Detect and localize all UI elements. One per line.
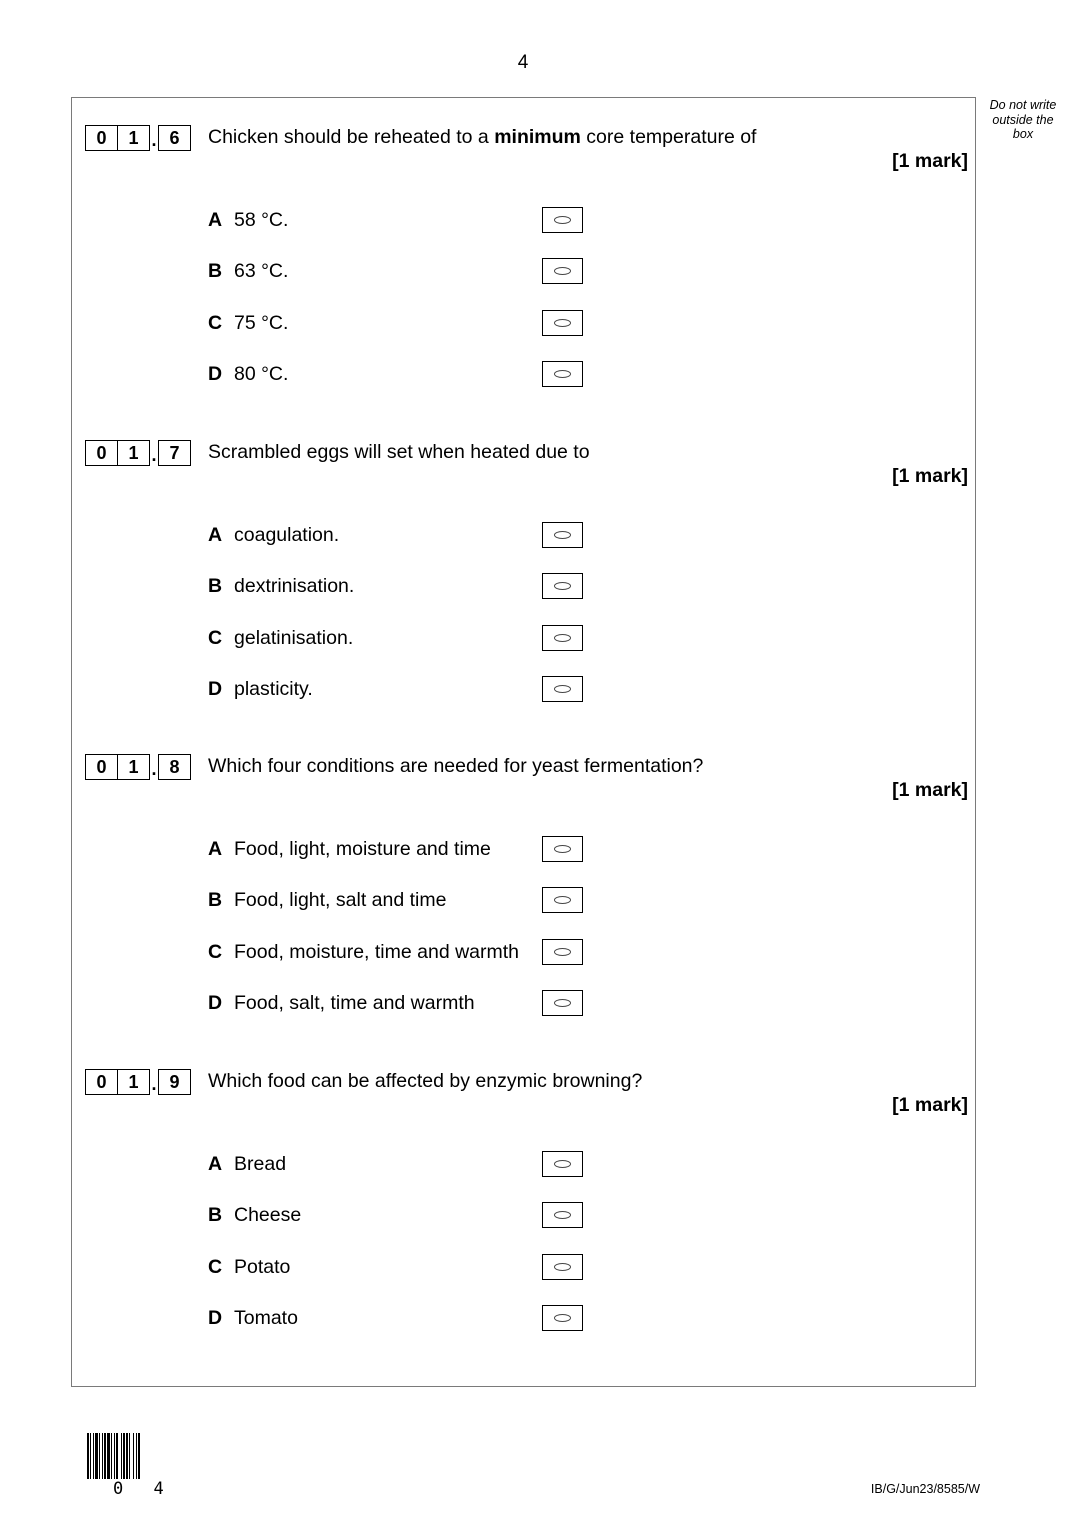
question-text-part: Scrambled eggs will set when heated due to bbox=[208, 441, 590, 463]
answer-checkbox[interactable] bbox=[542, 939, 583, 965]
option-letter: A bbox=[208, 1153, 223, 1175]
option-text: plasticity. bbox=[234, 678, 313, 700]
question-block bbox=[0, 1056, 1080, 1356]
question-number-dot: . bbox=[151, 759, 157, 779]
option-text: 63 °C. bbox=[234, 260, 289, 282]
option-text: coagulation. bbox=[234, 524, 340, 546]
option-text: Food, light, salt and time bbox=[234, 889, 447, 911]
oval-mark-icon bbox=[554, 1211, 571, 1219]
option-letter: D bbox=[208, 1307, 223, 1329]
answer-option bbox=[208, 1202, 608, 1230]
option-letter: C bbox=[208, 1256, 223, 1278]
barcode-bar bbox=[116, 1433, 118, 1479]
oval-mark-icon bbox=[554, 1263, 571, 1271]
barcode-bar bbox=[95, 1433, 98, 1479]
barcode-digits: 0 4 bbox=[113, 1479, 174, 1499]
option-letter: A bbox=[208, 209, 223, 231]
question-number-digit: 0 bbox=[85, 125, 118, 151]
question-block bbox=[0, 741, 1080, 1041]
question-text bbox=[208, 441, 590, 464]
answer-checkbox[interactable] bbox=[542, 207, 583, 233]
question-number-digit: 1 bbox=[118, 754, 150, 780]
question-text-part: core temperature of bbox=[580, 126, 757, 148]
option-letter: B bbox=[208, 889, 223, 911]
oval-mark-icon bbox=[554, 1160, 571, 1168]
question-number-dot: . bbox=[151, 130, 157, 150]
question-number bbox=[85, 440, 191, 466]
question-number bbox=[85, 754, 191, 780]
answer-checkbox[interactable] bbox=[542, 1151, 583, 1177]
answer-checkbox[interactable] bbox=[542, 573, 583, 599]
answer-option bbox=[208, 573, 608, 601]
oval-mark-icon bbox=[554, 999, 571, 1007]
answer-checkbox[interactable] bbox=[542, 990, 583, 1016]
barcode-bar bbox=[138, 1433, 140, 1479]
margin-note-line: outside the bbox=[992, 112, 1054, 127]
option-text: dextrinisation. bbox=[234, 575, 355, 597]
page-number: 4 bbox=[517, 52, 529, 73]
barcode-bar bbox=[123, 1433, 125, 1479]
question-number-digit: 8 bbox=[158, 754, 191, 780]
barcode-bar bbox=[102, 1433, 103, 1479]
answer-checkbox[interactable] bbox=[542, 310, 583, 336]
answer-option bbox=[208, 207, 608, 235]
oval-mark-icon bbox=[554, 634, 571, 642]
barcode-bar bbox=[90, 1433, 91, 1479]
barcode-bar bbox=[107, 1433, 110, 1479]
question-text-part: Chicken should be reheated to a bbox=[208, 126, 495, 148]
question-text-part: Which food can be affected by enzymic browning? bbox=[208, 1070, 643, 1092]
margin-note-line: box bbox=[1012, 127, 1034, 141]
answer-checkbox[interactable] bbox=[542, 522, 583, 548]
question-text bbox=[208, 755, 703, 778]
question-number bbox=[85, 1069, 191, 1095]
answer-checkbox[interactable] bbox=[542, 361, 583, 387]
barcode-bar bbox=[129, 1433, 130, 1479]
question-number-digit: 0 bbox=[85, 754, 118, 780]
option-text: Potato bbox=[234, 1256, 291, 1278]
barcode-bar bbox=[99, 1433, 100, 1479]
barcode-bar bbox=[93, 1433, 94, 1479]
question-number-digit: 7 bbox=[158, 440, 191, 466]
answer-option bbox=[208, 310, 608, 338]
option-letter: C bbox=[208, 627, 223, 649]
footer-code: IB/G/Jun23/8585/W bbox=[870, 1482, 980, 1496]
oval-mark-icon bbox=[554, 896, 571, 904]
answer-option bbox=[208, 625, 608, 653]
answer-checkbox[interactable] bbox=[542, 836, 583, 862]
option-letter: B bbox=[208, 1204, 223, 1226]
oval-mark-icon bbox=[554, 845, 571, 853]
answer-option bbox=[208, 887, 608, 915]
oval-mark-icon bbox=[554, 948, 571, 956]
question-text bbox=[208, 126, 756, 149]
oval-mark-icon bbox=[554, 1314, 571, 1322]
answer-option bbox=[208, 361, 608, 389]
question-block bbox=[0, 427, 1080, 727]
option-letter: B bbox=[208, 575, 223, 597]
marks-label: [1 mark] bbox=[892, 465, 968, 487]
option-text: Food, salt, time and warmth bbox=[234, 992, 475, 1014]
oval-mark-icon bbox=[554, 582, 571, 590]
question-number-digit: 0 bbox=[85, 440, 118, 466]
question-text-emphasis: minimum bbox=[494, 126, 581, 148]
answer-option bbox=[208, 990, 608, 1018]
question-block bbox=[0, 112, 1080, 412]
option-text: Food, moisture, time and warmth bbox=[234, 941, 520, 963]
question-number bbox=[85, 125, 191, 151]
answer-option bbox=[208, 1151, 608, 1179]
barcode-bar bbox=[111, 1433, 112, 1479]
option-text: 58 °C. bbox=[234, 209, 289, 231]
option-letter: D bbox=[208, 992, 223, 1014]
question-number-dot: . bbox=[151, 445, 157, 465]
barcode-bar bbox=[133, 1433, 134, 1479]
option-letter: D bbox=[208, 678, 223, 700]
option-letter: B bbox=[208, 260, 223, 282]
answer-checkbox[interactable] bbox=[542, 258, 583, 284]
answer-option bbox=[208, 258, 608, 286]
answer-checkbox[interactable] bbox=[542, 1202, 583, 1228]
question-number-digit: 9 bbox=[158, 1069, 191, 1095]
answer-option bbox=[208, 676, 608, 704]
barcode-bar bbox=[104, 1433, 106, 1479]
answer-checkbox[interactable] bbox=[542, 625, 583, 651]
option-text: 75 °C. bbox=[234, 312, 289, 334]
answer-option bbox=[208, 836, 608, 864]
question-text bbox=[208, 1070, 642, 1093]
option-text: gelatinisation. bbox=[234, 627, 354, 649]
question-number-digit: 0 bbox=[85, 1069, 118, 1095]
answer-checkbox[interactable] bbox=[542, 887, 583, 913]
marks-label: [1 mark] bbox=[892, 1094, 968, 1116]
answer-option bbox=[208, 1305, 608, 1333]
answer-option bbox=[208, 939, 608, 967]
option-letter: C bbox=[208, 941, 223, 963]
oval-mark-icon bbox=[554, 370, 571, 378]
option-letter: C bbox=[208, 312, 223, 334]
option-text: Tomato bbox=[234, 1307, 298, 1329]
oval-mark-icon bbox=[554, 216, 571, 224]
answer-checkbox[interactable] bbox=[542, 1254, 583, 1280]
option-letter: A bbox=[208, 838, 223, 860]
question-number-dot: . bbox=[151, 1074, 157, 1094]
oval-mark-icon bbox=[554, 267, 571, 275]
barcode-bar bbox=[126, 1433, 128, 1479]
oval-mark-icon bbox=[554, 319, 571, 327]
option-text: 80 °C. bbox=[234, 363, 289, 385]
barcode-bar bbox=[136, 1433, 137, 1479]
answer-option bbox=[208, 1254, 608, 1282]
barcode-bar bbox=[121, 1433, 122, 1479]
option-text: Cheese bbox=[234, 1204, 302, 1226]
barcode-bar bbox=[114, 1433, 115, 1479]
option-text: Food, light, moisture and time bbox=[234, 838, 491, 860]
option-text: Bread bbox=[234, 1153, 287, 1175]
option-letter: A bbox=[208, 524, 223, 546]
oval-mark-icon bbox=[554, 531, 571, 539]
marks-label: [1 mark] bbox=[892, 150, 968, 172]
answer-checkbox[interactable] bbox=[542, 1305, 583, 1331]
question-number-digit: 6 bbox=[158, 125, 191, 151]
question-number-digit: 1 bbox=[118, 440, 150, 466]
question-text-part: Which four conditions are needed for yeast fermentation? bbox=[208, 755, 704, 777]
answer-checkbox[interactable] bbox=[542, 676, 583, 702]
option-letter: D bbox=[208, 363, 223, 385]
question-number-digit: 1 bbox=[118, 1069, 150, 1095]
marks-label: [1 mark] bbox=[892, 779, 968, 801]
oval-mark-icon bbox=[554, 685, 571, 693]
margin-note-line: Do not write bbox=[989, 98, 1057, 112]
answer-option bbox=[208, 522, 608, 550]
barcode bbox=[87, 1433, 187, 1479]
question-number-digit: 1 bbox=[118, 125, 150, 151]
barcode-bar bbox=[87, 1433, 89, 1479]
